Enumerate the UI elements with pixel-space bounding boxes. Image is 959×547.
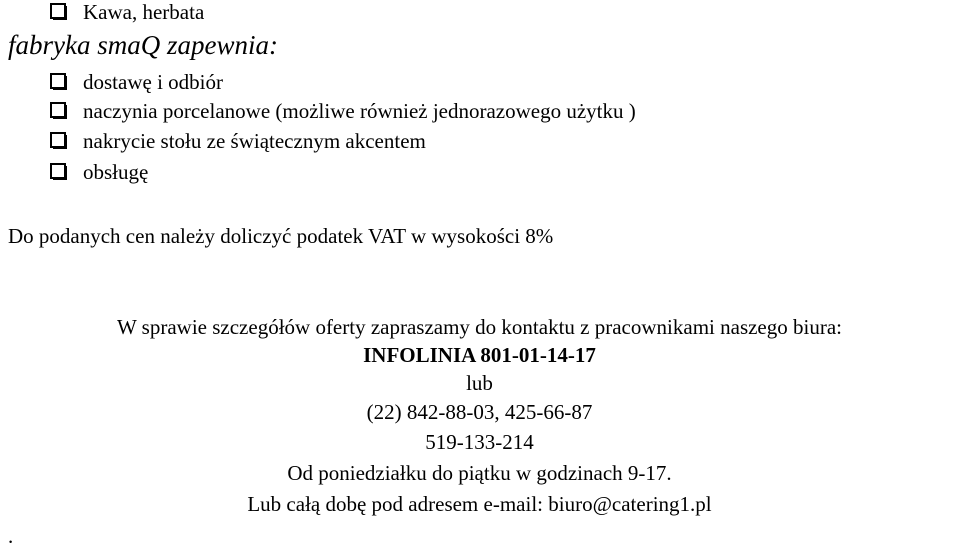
office-hours: Od poniedziałku do piątku w godzinach 9-17. <box>287 461 672 485</box>
checklist-item-label: naczynia porcelanowe (możliwe również jednorazowego użytku ) <box>83 99 636 123</box>
checklist-item <box>50 0 204 24</box>
contact-intro: W sprawie szczegółów oferty zapraszamy do kontaktu z pracownikami naszego biura: <box>116 315 842 339</box>
checklist-item-label: obsługę <box>83 160 149 184</box>
checklist-item <box>50 160 148 184</box>
checklist-item <box>50 99 636 123</box>
contact-or: lub <box>466 371 493 395</box>
checklist-item-label: nakrycie stołu ze świątecznym akcentem <box>83 129 426 153</box>
checklist-item-label: Kawa, herbata <box>83 0 205 24</box>
email-line: Lub całą dobę pod adresem e-mail: biuro@catering1.pl <box>247 492 712 516</box>
footer-mark: . <box>8 524 14 547</box>
checkbox-icon <box>50 163 67 180</box>
section-heading: fabryka smaQ zapewnia: <box>8 30 278 60</box>
hotline-number: INFOLINIA 801-01-14-17 <box>363 343 596 367</box>
checklist-item <box>50 70 223 94</box>
vat-note: Do podanych cen należy doliczyć podatek VAT w wysokości 8% <box>8 224 554 248</box>
checklist-item-label: dostawę i odbiór <box>83 70 223 94</box>
mobile-number: 519-133-214 <box>425 430 534 454</box>
checklist-item <box>50 129 426 153</box>
checkbox-icon <box>50 102 67 119</box>
checkbox-icon <box>50 132 67 149</box>
phone-numbers: (22) 842-88-03, 425-66-87 <box>366 400 593 424</box>
checkbox-icon <box>50 3 67 20</box>
checkbox-icon <box>50 73 67 90</box>
